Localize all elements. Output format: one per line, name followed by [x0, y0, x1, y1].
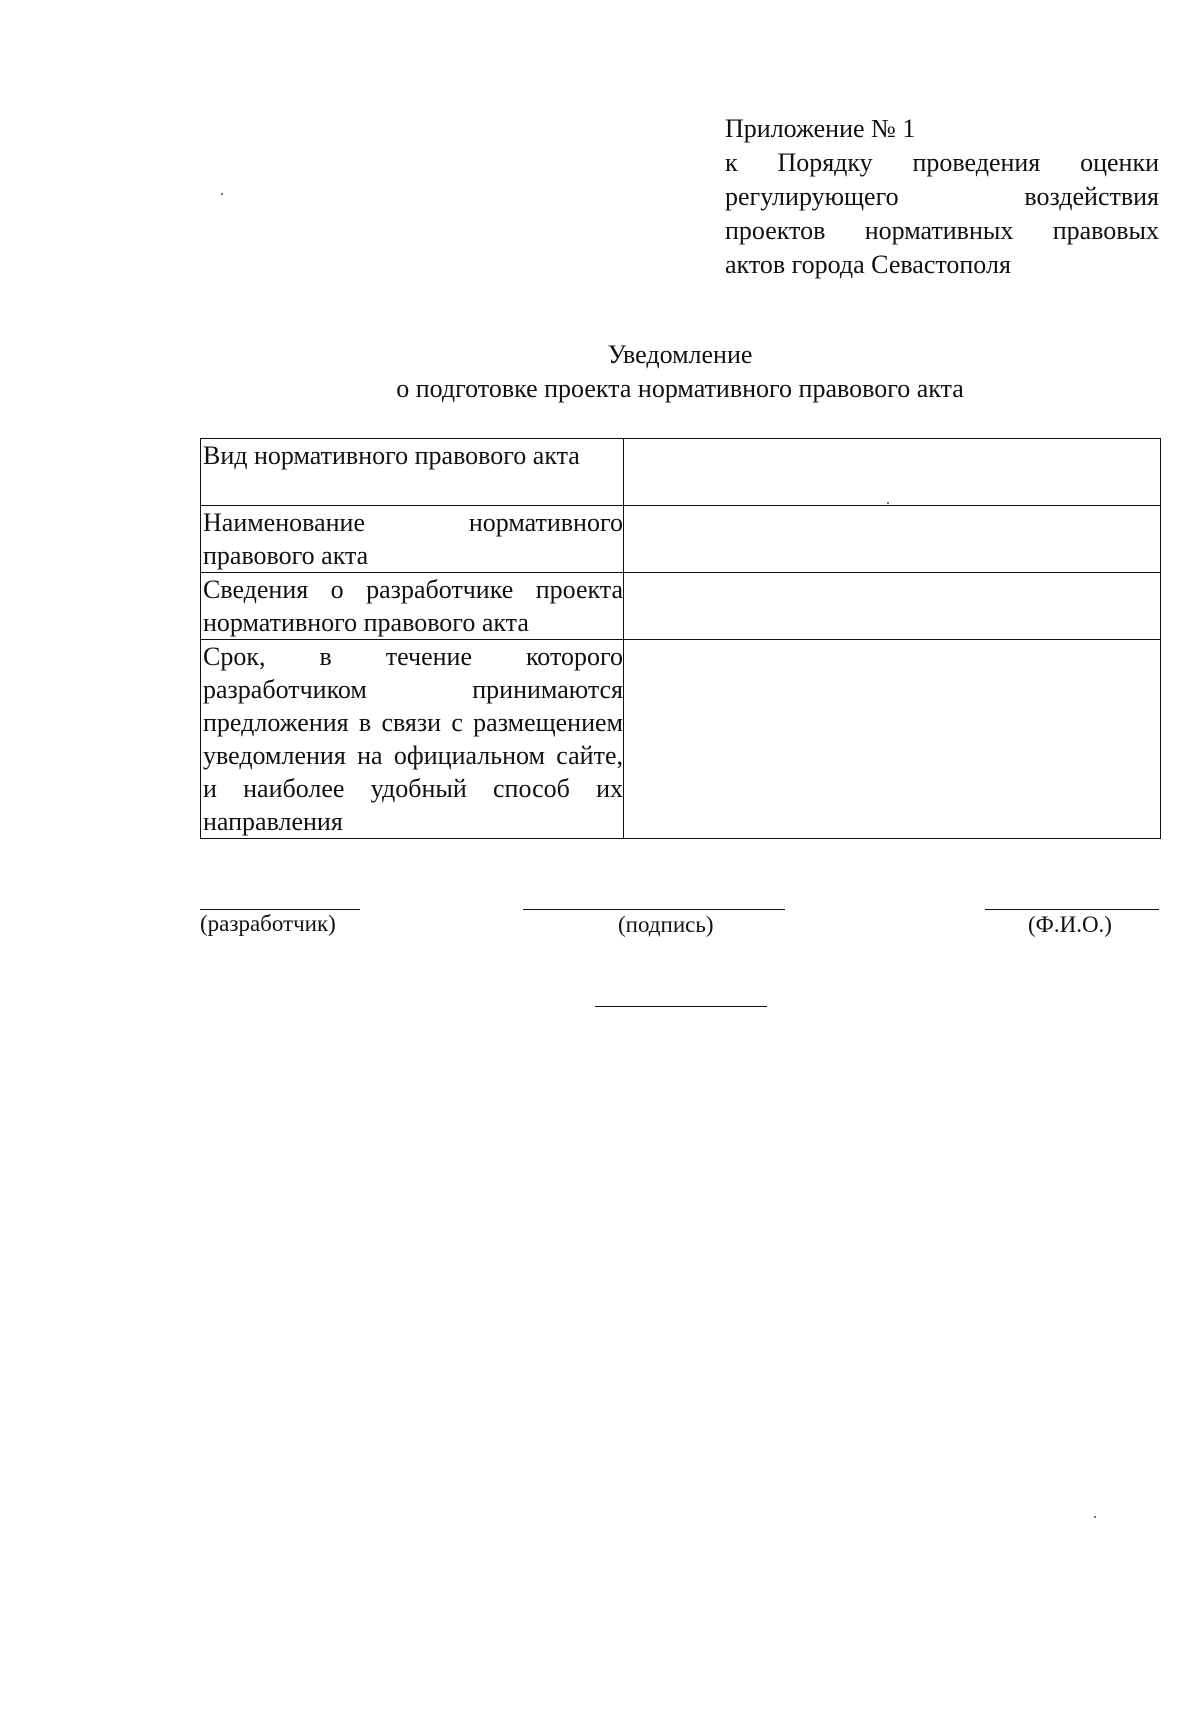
appendix-line-2: регулирующего воздействия: [725, 182, 1159, 211]
form-label-act-name: Наименование нормативного правового акта: [203, 508, 623, 570]
full-name-caption: (Ф.И.О.): [1028, 912, 1112, 937]
appendix-number: Приложение № 1: [725, 114, 916, 143]
full-name-line[interactable]: [985, 909, 1159, 910]
appendix-line-1: к Порядку проведения оценки: [725, 148, 1159, 177]
form-value-proposal-deadline[interactable]: [624, 640, 1161, 839]
form-label-developer-info: Сведения о разработчике проекта нормативного правового акта: [203, 575, 623, 637]
notice-form-table: [200, 438, 1161, 839]
form-label-cell: [201, 573, 624, 640]
developer-caption: (разработчик): [200, 911, 336, 936]
notice-heading: [0, 338, 1200, 406]
document-end-line: [595, 1006, 767, 1007]
scan-speck: [221, 193, 223, 195]
form-label-proposal-deadline: Срок, в течение которого разработчиком принимаются предложения в связи с размещением уведомления на официальном сайте, и наиболее удобный способ их направления: [203, 642, 623, 836]
appendix-line-4: актов города Севастополя: [725, 250, 1011, 279]
scan-speck: [1094, 1516, 1096, 1518]
form-row-proposal-deadline: [201, 640, 1161, 839]
appendix-header: [725, 112, 1159, 282]
form-label-cell: [201, 506, 624, 573]
form-label-cell: [201, 640, 624, 839]
form-row-developer-info: [201, 573, 1161, 640]
signature-line[interactable]: [523, 909, 785, 910]
notice-title: Уведомление: [607, 340, 753, 369]
form-value-act-type[interactable]: [624, 439, 1161, 506]
appendix-line-3: проектов нормативных правовых: [725, 216, 1159, 245]
form-value-developer-info[interactable]: [624, 573, 1161, 640]
form-label-cell: [201, 439, 624, 506]
form-row-act-name: [201, 506, 1161, 573]
scan-speck: [887, 502, 889, 504]
form-row-act-type: [201, 439, 1161, 506]
form-label-act-type: Вид нормативного правового акта: [203, 441, 580, 470]
notice-subtitle: о подготовке проекта нормативного правового акта: [396, 374, 964, 403]
form-value-act-name[interactable]: [624, 506, 1161, 573]
signature-caption: (подпись): [618, 912, 714, 937]
